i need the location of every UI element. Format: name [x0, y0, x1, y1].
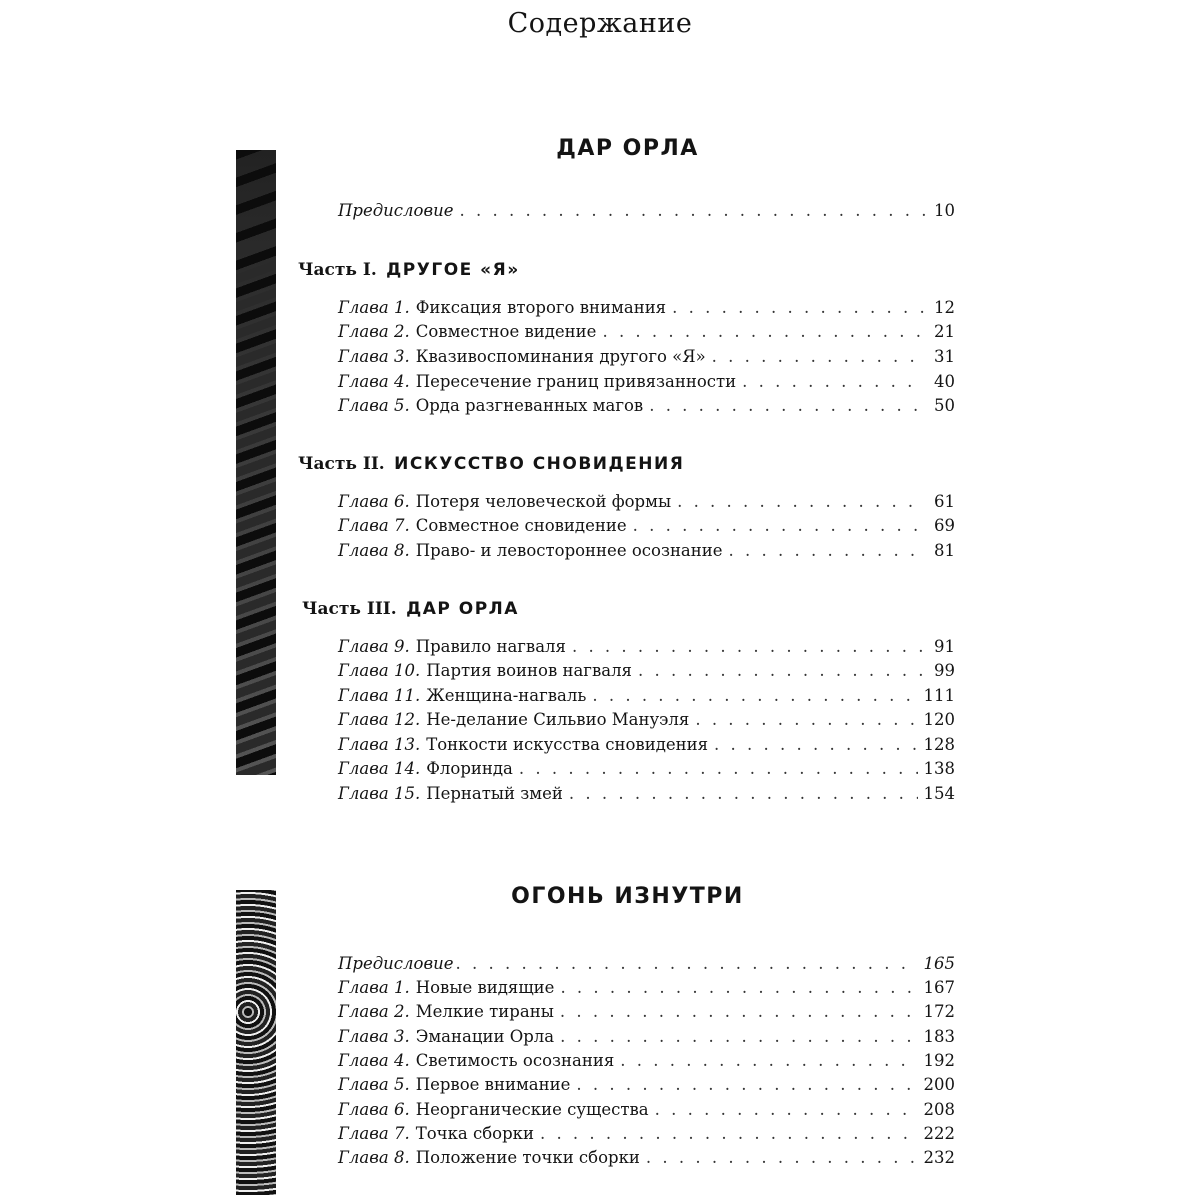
toc-chapter[interactable]: Глава 4. Светимость осознания . . . 192 — [338, 1049, 955, 1073]
toc-chapter[interactable]: Глава 13. Тонкости искусства сновидения . . . 128 — [338, 733, 955, 757]
page-number: 31 — [934, 347, 955, 366]
toc-preface-2[interactable]: Предисловие . . . 165 — [338, 952, 955, 976]
page-number: 232 — [923, 1148, 955, 1167]
page-number: 61 — [934, 492, 955, 511]
toc-chapter[interactable]: Глава 9. Правило нагваля . . . 91 — [338, 635, 955, 659]
toc-chapter[interactable]: Глава 8. Положение точки сборки . . . 232 — [338, 1146, 955, 1170]
page-number: 192 — [923, 1051, 955, 1070]
page-number: 91 — [934, 637, 955, 656]
page-number: 99 — [934, 661, 955, 680]
toc-chapter[interactable]: Глава 2. Мелкие тираны . . . 172 — [338, 1000, 955, 1024]
toc-chapter[interactable]: Глава 7. Совместное сновидение . . . 69 — [338, 514, 955, 538]
page-number: 200 — [923, 1075, 955, 1094]
book-title-1: ДАР ОРЛА — [556, 136, 699, 161]
page-number: 50 — [934, 396, 955, 415]
part-title-1: Часть I. ДРУГОЕ «Я» — [298, 260, 520, 280]
toc-chapter[interactable]: Глава 8. Право- и левостороннее осознание . . . 81 — [338, 539, 955, 563]
page-title: Содержание — [507, 8, 693, 39]
page-number: 111 — [923, 686, 955, 705]
toc-chapter[interactable]: Глава 4. Пересечение границ привязанности . . . 40 — [338, 370, 955, 394]
page-number: 183 — [923, 1027, 955, 1046]
toc-chapter[interactable]: Глава 14. Флоринда . . . 138 — [338, 757, 955, 781]
toc-chapter[interactable]: Глава 7. Точка сборки . . . 222 — [338, 1122, 955, 1146]
toc-chapter[interactable]: Глава 6. Потеря человеческой формы . . . 61 — [338, 490, 955, 514]
toc-chapter[interactable]: Глава 5. Орда разгневанных магов . . . 50 — [338, 394, 955, 418]
page-number: 120 — [923, 710, 955, 729]
toc-chapter[interactable]: Глава 10. Партия воинов нагваля . . . 99 — [338, 659, 955, 683]
toc-chapter[interactable]: Глава 12. Не-делание Сильвио Мануэля . . . 120 — [338, 708, 955, 732]
toc-chapter[interactable]: Глава 1. Фиксация второго внимания . . . 12 — [338, 296, 955, 320]
book-title-2: ОГОНЬ ИЗНУТРИ — [511, 884, 744, 909]
page-number: 69 — [934, 516, 955, 535]
page-number: 154 — [923, 784, 955, 803]
page-number: 81 — [934, 541, 955, 560]
page-number: 172 — [923, 1002, 955, 1021]
part-title-2: Часть II. ИСКУССТВО СНОВИДЕНИЯ — [298, 454, 685, 474]
toc-chapter[interactable]: Глава 6. Неорганические существа . . . 208 — [338, 1098, 955, 1122]
page-number: 10 — [934, 201, 955, 220]
decorative-engraving-strip-top — [236, 150, 276, 775]
page-number: 12 — [934, 298, 955, 317]
toc-chapter[interactable]: Глава 2. Совместное видение . . . 21 — [338, 320, 955, 344]
page-number: 21 — [934, 322, 955, 341]
page-number: 128 — [923, 735, 955, 754]
decorative-engraving-strip-bottom — [236, 890, 276, 1195]
toc-chapter[interactable]: Глава 15. Пернатый змей . . . 154 — [338, 782, 955, 806]
page-number: 167 — [923, 978, 955, 997]
toc-chapter[interactable]: Глава 11. Женщина-нагваль . . . 111 — [338, 684, 955, 708]
page-number: 40 — [934, 372, 955, 391]
page-number: 138 — [923, 759, 955, 778]
part-title-3: Часть III. ДАР ОРЛА — [302, 599, 519, 619]
toc-chapter[interactable]: Глава 3. Квазивоспоминания другого «Я» . . . 31 — [338, 345, 955, 369]
page-number: 165 — [923, 954, 955, 973]
toc-chapter[interactable]: Глава 3. Эманации Орла . . . 183 — [338, 1025, 955, 1049]
page-number: 208 — [923, 1100, 955, 1119]
toc-chapter[interactable]: Глава 1. Новые видящие . . . 167 — [338, 976, 955, 1000]
page-number: 222 — [923, 1124, 955, 1143]
toc-preface-1[interactable]: Предисловие . . . 10 — [338, 199, 955, 223]
toc-chapter[interactable]: Глава 5. Первое внимание . . . 200 — [338, 1073, 955, 1097]
